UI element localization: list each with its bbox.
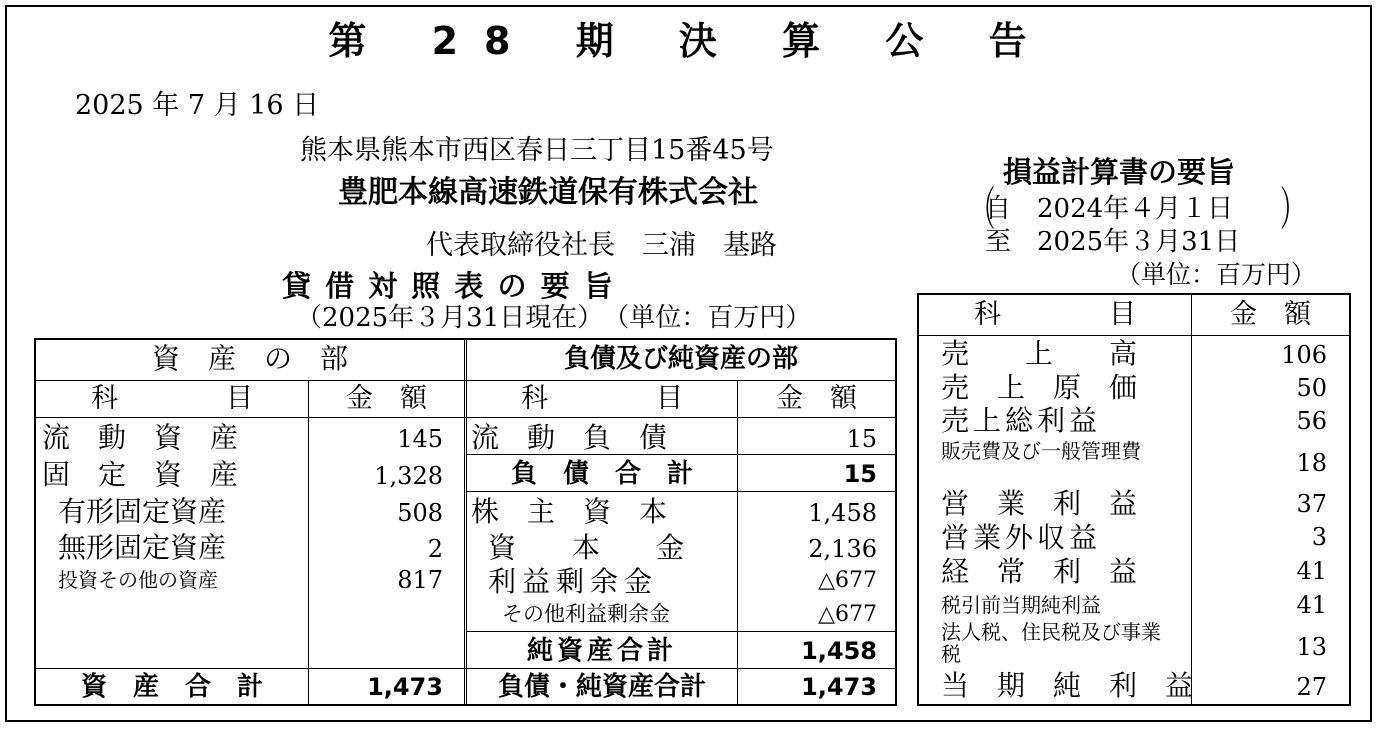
- income-row-label: 営 業 利 益: [941, 487, 1138, 520]
- liability-label: その他利益剰余金: [502, 602, 670, 626]
- period-bracket-right: ）: [1280, 182, 1306, 236]
- asset-label: 有形固定資産: [58, 495, 227, 528]
- income-unit: （単位：百万円）: [1116, 260, 1317, 289]
- liability-value: 2,136: [808, 535, 877, 563]
- income-row-value: 3: [1311, 523, 1327, 551]
- liabilities-section-header: 負債及び純資産の部: [563, 344, 798, 374]
- income-row-value: 18: [1296, 449, 1327, 477]
- income-row-value: 50: [1296, 374, 1327, 402]
- income-row-label: 税引前当期純利益: [941, 593, 1101, 617]
- income-row-label: 営業外収益: [941, 521, 1102, 554]
- liability-total-label: 負 債 合 計: [510, 459, 693, 489]
- income-col-amount: 金 額: [1230, 299, 1311, 330]
- income-row-value: 106: [1281, 341, 1327, 369]
- liability-value: 1,458: [808, 499, 877, 527]
- liability-label: 株 主 資 本: [471, 495, 668, 528]
- income-row-label: 販売費及び一般管理費: [941, 439, 1141, 463]
- period-to: 至 2025年３月31日: [985, 227, 1241, 257]
- income-row-label: 当 期 純 利 益: [941, 669, 1194, 702]
- assets-col-item: 科 目: [91, 383, 253, 414]
- asset-value: 817: [397, 566, 443, 594]
- asset-value: 145: [397, 425, 443, 453]
- income-statement-title: 損益計算書の要旨: [1003, 155, 1236, 189]
- asset-value: 508: [397, 499, 443, 527]
- assets-section-header: 資 産 の 部: [151, 342, 348, 375]
- balance-sheet-title: 貸 借 対 照 表 の 要 旨: [282, 269, 615, 303]
- income-row-value: 37: [1296, 490, 1327, 518]
- assets-total-value: 1,473: [367, 673, 443, 701]
- income-row-label: 売上総利益: [941, 404, 1102, 437]
- period-from: 自 2024年４月１日: [985, 194, 1234, 224]
- liab-total-value: 1,473: [801, 673, 877, 701]
- asset-value: 2: [427, 535, 443, 563]
- liab-col-item: 科 目: [521, 383, 683, 414]
- page-title: 第 28 期 決 算 公 告: [328, 19, 1053, 63]
- asset-label: 流 動 資 産: [42, 421, 239, 454]
- income-col-item: 科 目: [974, 299, 1136, 330]
- liab-total-label: 負債・純資産合計: [497, 672, 706, 702]
- liability-label: 流 動 負 債: [471, 421, 668, 454]
- liability-value: 15: [846, 425, 877, 453]
- liability-label: 資 本 金: [488, 531, 685, 564]
- company-address: 熊本県熊本市西区春日三丁目15番45号: [300, 135, 774, 166]
- period-bracket-left: （: [970, 182, 996, 236]
- asset-value: 1,328: [374, 462, 443, 490]
- income-row-label: 売 上 高: [941, 337, 1138, 370]
- asset-label: 投資その他の資産: [58, 568, 218, 592]
- net-assets-total-label: 純資産合計: [526, 636, 677, 666]
- income-row-label: 売 上 原 価: [941, 371, 1138, 404]
- income-row-value: 41: [1296, 591, 1327, 619]
- assets-total-label: 資 産 合 計: [80, 672, 263, 702]
- income-row-value: 56: [1296, 407, 1327, 435]
- liability-value: △677: [818, 568, 877, 593]
- balance-sheet-table: [34, 338, 897, 706]
- liab-col-amount: 金 額: [776, 383, 857, 414]
- company-name: 豊肥本線高速鉄道保有株式会社: [338, 175, 758, 210]
- announcement-date: 2025 年 7 月 16 日: [75, 90, 320, 121]
- income-row-label: 法人税、住民税及び事業税: [941, 620, 1161, 666]
- income-row-value: 13: [1296, 633, 1327, 661]
- liability-total-value: 15: [843, 460, 877, 488]
- representative: 代表取締役社長 三浦 基路: [426, 230, 777, 261]
- asset-label: 無形固定資産: [58, 531, 227, 564]
- income-statement-table: [917, 293, 1351, 706]
- net-assets-total-value: 1,458: [801, 637, 877, 665]
- liability-value: △677: [818, 602, 877, 627]
- liability-label: 利益剰余金: [488, 565, 659, 598]
- income-row-value: 27: [1296, 673, 1327, 701]
- assets-col-amount: 金 額: [346, 383, 427, 414]
- income-row-label: 経 常 利 益: [941, 555, 1138, 588]
- balance-sheet-subtitle: （2025年３月31日現在） （単位：百万円）: [296, 303, 812, 333]
- asset-label: 固 定 資 産: [42, 458, 239, 491]
- income-row-value: 41: [1296, 557, 1327, 585]
